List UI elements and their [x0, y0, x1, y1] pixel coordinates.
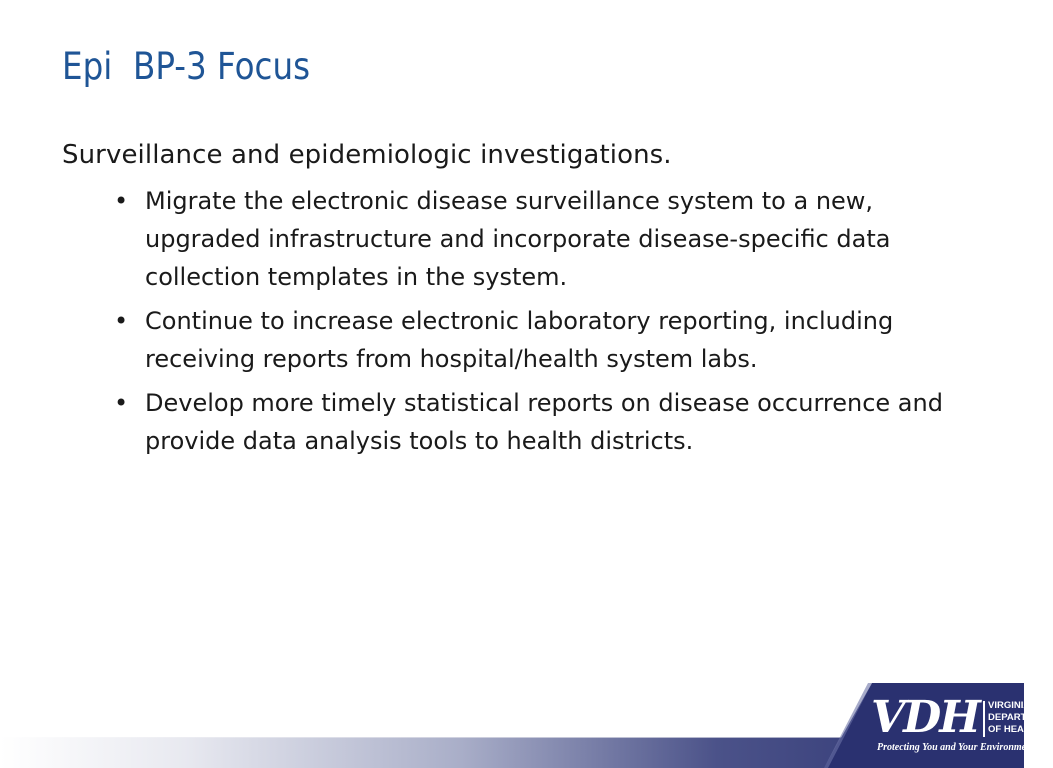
- bullet-icon: •: [114, 187, 129, 215]
- slide-body: [62, 136, 1002, 466]
- bullet-text: Migrate the electronic disease surveillance system to a new, upgraded infrastructure and incorporate disease-specific data collection templates in the system.: [145, 187, 891, 291]
- bullet-icon: •: [114, 307, 129, 335]
- logo-org-line: VIRGINIA: [988, 700, 1031, 711]
- logo-tagline: Protecting You and Your Environment: [877, 742, 1035, 753]
- bullet-item-1: [62, 182, 945, 296]
- lead-text: Surveillance and epidemiologic investigations.: [62, 140, 672, 170]
- slide-title: Epi BP-3 Focus: [62, 45, 311, 88]
- bullet-text: Continue to increase electronic laboratory reporting, including receiving reports from hospital/health system labs.: [145, 307, 894, 373]
- logo-divider: [983, 701, 985, 737]
- bullet-icon: •: [114, 389, 129, 417]
- bullet-text: Develop more timely statistical reports on disease occurrence and provide data analysis tools to health districts.: [145, 389, 943, 455]
- vdh-logo: [824, 683, 1053, 768]
- logo-org-line: DEPARTMENT: [988, 712, 1053, 723]
- bullet-item-3: [62, 384, 945, 460]
- logo-org-name: [988, 700, 1053, 736]
- bullet-item-2: [62, 302, 945, 378]
- logo-org-line: OF HEALTH: [988, 724, 1042, 735]
- logo-acronym: VDH: [871, 692, 979, 743]
- bullet-list: [62, 182, 1002, 460]
